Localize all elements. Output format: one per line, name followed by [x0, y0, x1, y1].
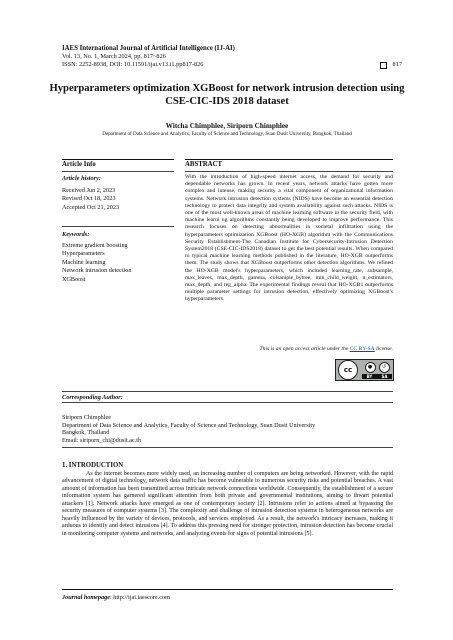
badge-sa-label: SA	[381, 373, 388, 379]
journal-footer	[62, 594, 170, 601]
license-prefix: This is an open access article under the	[259, 346, 350, 352]
license-statement	[205, 346, 393, 352]
history-item: Accepted Oct 21, 2023	[62, 203, 120, 211]
journal-name: IAES International Journal of Artificial Intelligence (IJ-AI)	[62, 45, 235, 52]
paper-authors: Witcha Chimphlee, Siriporn Chimphlee	[165, 122, 289, 130]
keyword-item: Hyperparameters	[62, 250, 105, 258]
square-icon	[380, 62, 387, 69]
paper-title: Hyperparameters optimization XGBoost for network intrusion detection using CSE-CIC-IDS 2018 dataset	[49, 83, 405, 107]
journal-homepage-url[interactable]: : http://ijai.iaescore.com	[109, 594, 170, 601]
divider	[62, 447, 393, 448]
share-alike-icon: ↺	[379, 362, 390, 373]
divider	[62, 391, 393, 392]
journal-homepage-label: Journal homepage	[62, 594, 110, 601]
journal-volume: Vol. 13, No. 1, March 2024, pp. 817~826	[62, 53, 166, 60]
keyword-item: Machine learning	[62, 258, 106, 266]
divider	[62, 171, 174, 172]
corresponding-city: Bangkok, Thailand	[62, 429, 110, 437]
corresponding-department: Department of Data Science and Analytics, Faculty of Science and Technology, Suan Dusit University	[62, 421, 316, 429]
attribution-icon: ●	[365, 362, 376, 373]
cc-by-sa-badge[interactable]	[335, 359, 394, 381]
creative-commons-icon: cc	[338, 360, 358, 380]
divider	[62, 402, 393, 403]
keyword-item: Extreme gradient boosting	[62, 242, 128, 249]
history-item: Revised Oct 18, 2023	[62, 195, 116, 203]
abstract-text: With the introduction of high-speed internet access, the demand for security and dependable networks has grown. In recent years, network attacks have gotten more complex and intense, making security a vital component of organizational information systems. Network intrusion detection systems (NIDS) have become an essential detection technology to protect data integrity and system availability against such attacks. NIDS is one of the most well-known areas of machine learning software in the security field, with machine learni ng algorithms constantly being developed to improve performance. This research focuses on detecting abnormalities in societal infiltration using the hyperparameters optimization XGBoost (HO-XGB) algorithm with the Communications Security Establishment-The Canadian Institute for Cybersecurity-Intrusion Detection System2018 (CSE-CIC-IDS2018) dataset to get the best potential results. When compared to typical machine learning methods published in the literature, HO-XGB outperforms them. The study shows that XGBoost outperforms other detection algorithms. We refined the HO-XGB model's hyperparameters, which included learning_rate, subsample, max_leaves, max_depth, gamma, colsample_bytree, min_child_weight, n_estimators, max_depth, and reg_alpha. The experimental findings reveal that HO-XGB1 outperforms multiple parameter settings for intrusion detection, effectively optimizing XGBoost's hyperparameters.	[185, 174, 393, 303]
divider	[185, 171, 393, 172]
footer-rule	[62, 589, 393, 590]
badge-by-label: BY	[366, 373, 373, 379]
license-link[interactable]: CC BY-SA	[349, 346, 375, 352]
license-suffix: license.	[374, 346, 393, 352]
introduction-text: As the internet becomes more widely used, an increasing number of computers are being networked. However, with the rapid advancement of digital technology, network data traffic has become vulnerable to numerous security risks and potential breaches. A vast amount of information has been transmitted across intricate network connections worldwide. Consequently, the establishment of a secure information system has garnered significant attention from both private and governmental institutions, aiming to thwart potential attackers [1]. Network attacks have emerged as one of contemporary society [2]. Intrusions refer to actions aimed at bypassing the security measures of computer systems [3]. The complexity and challenge of intrusion detection systems in heterogeneous networks are heavily influenced by the variety of devices, protocols, and services employed. As a result, the network's intricacy increases, making it arduous to identify and detect intrusions [4]. To address this pressing need for stronger protection, intrusion detection has become crucial in monitoring computer systems and networks, and analyzing events for signs of potential intrusions [5].	[62, 471, 393, 537]
corresponding-email[interactable]: Email: siriporn_chi@dusit.ac.th	[62, 436, 142, 444]
divider	[62, 159, 174, 160]
article-info-heading: Article Info	[62, 161, 96, 168]
corresponding-name: Siriporn Chimphlee	[62, 414, 111, 421]
journal-header	[62, 45, 402, 69]
divider	[185, 159, 393, 160]
introduction-heading: 1. INTRODUCTION	[62, 462, 124, 469]
keywords-list	[62, 242, 131, 284]
corresponding-author-heading: Corresponding Author:	[62, 394, 123, 401]
keyword-item: XGBoost	[62, 275, 86, 283]
corresponding-author-block	[62, 414, 322, 444]
keywords-heading: Keywords:	[62, 231, 90, 238]
journal-issn-doi: ISSN: 2252-8938, DOI: 10.11591/ijai.v13.i1.pp817-826	[62, 61, 204, 68]
article-history-list	[62, 187, 119, 212]
page-number: 817	[392, 61, 402, 68]
divider	[62, 226, 174, 227]
author-affiliation: Department of Data Science and Analytics, Faculty of Science and Technology, Suan Dusit University, Bangkok, Thailand	[102, 131, 352, 137]
article-history-heading: Article history:	[62, 175, 102, 182]
keyword-item: Network intrusion detection	[62, 267, 132, 275]
abstract-heading: ABSTRACT	[185, 161, 223, 168]
history-item: Received Jun 2, 2023	[62, 187, 116, 194]
